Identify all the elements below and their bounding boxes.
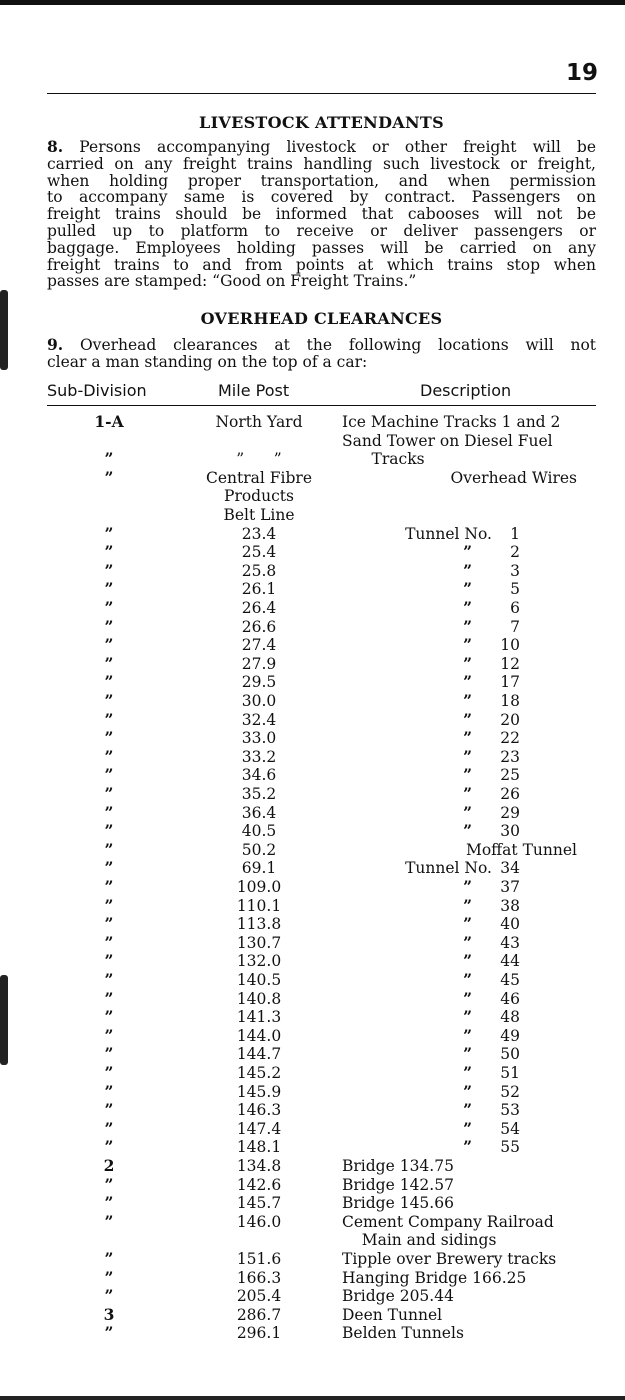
sub-division-cell: ”: [104, 1323, 114, 1343]
clearances-paragraph: [47, 337, 596, 371]
sub-division-cell: ”: [104, 709, 114, 729]
mile-post-cell: 146.0: [236, 1212, 282, 1231]
tunnel-label: ”: [463, 802, 472, 822]
header-rule: [47, 93, 596, 94]
mile-post-cell: 296.1: [236, 1324, 282, 1343]
sub-division-cell: ”: [104, 523, 114, 543]
sub-division-cell: 3: [103, 1304, 115, 1324]
description-cell: Ice Machine Tracks 1 and 2: [342, 413, 561, 431]
description-cell: Overhead Wires: [450, 468, 577, 487]
sub-division-cell: ”: [104, 728, 114, 748]
tunnel-number: 53: [500, 1101, 520, 1120]
tunnel-number: 52: [500, 1082, 520, 1101]
tunnel-label: ”: [463, 746, 472, 766]
sub-division-cell: ”: [104, 858, 114, 878]
sub-division-cell: ”: [104, 560, 114, 580]
tunnel-number: 23: [500, 747, 520, 766]
tunnel-number: 5: [510, 580, 520, 599]
paragraph-line: [47, 139, 596, 156]
description-cell: Bridge 205.44: [342, 1287, 454, 1306]
paragraph-line: [47, 189, 596, 206]
tunnel-label: ”: [463, 1118, 472, 1138]
mile-post-cell: Products: [224, 487, 294, 506]
mile-post-cell: 36.4: [241, 803, 277, 822]
mile-post-cell: 30.0: [241, 692, 277, 710]
mile-post-cell: 144.7: [236, 1045, 282, 1064]
tunnel-number: 37: [500, 878, 520, 896]
mile-post-cell: 145.2: [236, 1064, 282, 1082]
mile-post-cell: 33.2: [241, 747, 277, 766]
tunnel-number: 40: [500, 915, 520, 934]
tunnel-label: ”: [463, 653, 472, 673]
mile-post-cell: 141.3: [236, 1008, 282, 1027]
mile-post-cell: 26.1: [241, 580, 277, 599]
mile-post-cell: 23.4: [241, 524, 277, 543]
description-cell: Belden Tunnels: [342, 1324, 464, 1343]
sub-division-cell: ”: [104, 616, 114, 636]
tunnel-label: ”: [463, 1137, 472, 1157]
description-cell: Bridge 134.75: [342, 1157, 454, 1175]
mile-post-cell: 69.1: [241, 859, 277, 878]
paragraph-text: passes are stamped: “Good on Freight Trains.”: [47, 272, 417, 291]
paragraph-number: 9.: [47, 335, 64, 354]
sub-division-cell: ”: [104, 1044, 114, 1064]
tunnel-number: 29: [500, 803, 520, 822]
sub-division-cell: ”: [104, 1025, 114, 1045]
tunnel-number: 6: [510, 599, 520, 617]
tunnel-label: ”: [463, 542, 472, 562]
sub-division-cell: ”: [104, 1174, 114, 1194]
sub-division-cell: ”: [104, 635, 114, 655]
paragraph-text: clear a man standing on the top of a car:: [47, 352, 368, 371]
mile-post-cell: 151.6: [236, 1250, 282, 1268]
mile-post-cell: 26.6: [241, 617, 277, 636]
tunnel-label: ”: [463, 1007, 472, 1027]
tunnel-label: ”: [463, 709, 472, 729]
mile-post-cell: 113.8: [236, 915, 282, 934]
paragraph-line: [47, 257, 596, 274]
tunnel-label: ”: [463, 1100, 472, 1120]
description-cell: Main and sidings: [342, 1231, 497, 1250]
sub-division-cell: 2: [103, 1156, 115, 1175]
mile-post-cell: 146.3: [236, 1101, 282, 1120]
mile-post-cell: 25.8: [241, 561, 277, 580]
mile-post-cell: 134.8: [236, 1157, 282, 1175]
paragraph-line: [47, 223, 596, 240]
mile-post-cell: 26.4: [241, 599, 277, 617]
tunnel-number: 7: [510, 617, 520, 636]
sub-division-cell: ”: [104, 1007, 114, 1027]
tunnel-label: ”: [463, 877, 472, 896]
mile-post-cell: 142.6: [236, 1175, 282, 1194]
sub-division-cell: ”: [104, 467, 114, 487]
description-cell: Hanging Bridge 166.25: [342, 1268, 527, 1287]
paragraph-line: [47, 354, 596, 371]
page-number: 19: [565, 60, 598, 86]
mile-post-cell: 109.0: [236, 878, 282, 896]
tunnel-number: 30: [500, 822, 520, 841]
paragraph-line: [47, 156, 596, 173]
paragraph-text: Overhead clearances at the following locations will not: [63, 336, 596, 354]
tunnel-number: 55: [500, 1138, 520, 1157]
sub-division-cell: ”: [104, 765, 114, 785]
sub-division-cell: ”: [104, 1100, 114, 1120]
mile-post-cell: 35.2: [241, 785, 277, 803]
tunnel-label: ”: [463, 951, 472, 971]
mile-post-cell: 27.4: [241, 636, 277, 655]
tunnel-label: ”: [463, 895, 472, 915]
sub-division-cell: ”: [104, 1286, 114, 1306]
tunnel-label: ”: [463, 728, 472, 748]
tunnel-label: ”: [463, 672, 472, 692]
scan-edge-mark: [0, 975, 8, 1065]
clearances-heading: OVERHEAD CLEARANCES: [200, 309, 443, 328]
sub-division-cell: ”: [104, 746, 114, 766]
sub-division-cell: 1-A: [94, 412, 124, 431]
tunnel-label: ”: [463, 821, 472, 841]
sub-division-cell: ”: [104, 970, 114, 989]
tunnel-number: 44: [500, 952, 520, 971]
header-sub-division: Sub-Division: [47, 381, 147, 400]
description-cell: Tipple over Brewery tracks: [342, 1250, 557, 1268]
livestock-paragraph: [47, 139, 596, 290]
paragraph-text: freight trains to and from points at which trains stop when: [47, 255, 596, 274]
tunnel-number: 25: [500, 766, 520, 785]
description-cell: Moffat Tunnel: [465, 840, 577, 859]
tunnel-label: ”: [463, 914, 472, 934]
paragraph-text: pulled up to platform to receive or deliver passengers or: [47, 221, 596, 240]
paragraph-line: [47, 240, 596, 257]
description-cell: Bridge 142.57: [342, 1175, 454, 1194]
sub-division-cell: ”: [104, 1211, 114, 1231]
header-mile-post: Mile Post: [218, 381, 290, 400]
sub-division-cell: ”: [104, 1249, 114, 1268]
bottom-border: [0, 1396, 625, 1400]
tunnel-label: ”: [463, 616, 472, 636]
mile-post-cell: 132.0: [236, 952, 282, 971]
mile-post-cell: 145.9: [236, 1082, 282, 1101]
tunnel-label: ”: [463, 765, 472, 785]
tunnel-number: 46: [500, 989, 520, 1008]
tunnel-number: 49: [500, 1026, 520, 1045]
tunnel-label: ”: [463, 598, 472, 617]
tunnel-number: 17: [500, 673, 520, 692]
tunnel-number: 20: [500, 710, 520, 729]
tunnel-label: ”: [463, 988, 472, 1008]
mile-post-cell: 144.0: [236, 1026, 282, 1045]
paragraph-text: to accompany same is covered by contract. Passengers on: [47, 188, 596, 207]
sub-division-cell: ”: [104, 784, 114, 803]
sub-division-cell: ”: [104, 914, 114, 934]
livestock-heading: LIVESTOCK ATTENDANTS: [199, 113, 444, 132]
sub-division-cell: ”: [104, 839, 114, 859]
paragraph-text: carried on any freight trains handling such livestock or freight,: [47, 154, 596, 173]
mile-post-cell: 25.4: [241, 543, 277, 562]
header-description: Description: [420, 381, 512, 400]
description-cell: Deen Tunnel: [342, 1305, 443, 1324]
paragraph-number: 8.: [47, 137, 64, 156]
tunnel-label: ”: [463, 784, 472, 803]
tunnel-number: 38: [500, 896, 520, 915]
sub-division-cell: ”: [104, 1081, 114, 1101]
sub-division-cell: ”: [104, 988, 114, 1008]
sub-division-cell: ”: [104, 1267, 114, 1287]
sub-division-cell: ”: [104, 672, 114, 692]
mile-post-cell: 140.8: [236, 989, 282, 1008]
mile-post-cell: 29.5: [241, 673, 277, 692]
tunnel-label: ”: [463, 1063, 472, 1082]
paragraph-text: freight trains should be informed that cabooses will not be: [47, 205, 596, 224]
tunnel-label: ”: [463, 635, 472, 655]
tunnel-number: 2: [510, 543, 520, 562]
tunnel-number: 10: [500, 636, 520, 655]
tunnel-label: ”: [463, 579, 472, 599]
sub-division-cell: ”: [104, 821, 114, 841]
tunnel-number: 22: [500, 729, 520, 748]
paragraph-line: [47, 206, 596, 223]
paragraph-text: Persons accompanying livestock or other freight will be: [63, 138, 596, 156]
sub-division-cell: ”: [104, 951, 114, 971]
tunnel-label: ”: [463, 1044, 472, 1064]
mile-post-cell: Central Fibre: [206, 468, 312, 487]
tunnel-label: ”: [463, 691, 472, 710]
sub-division-cell: ”: [104, 895, 114, 915]
sub-division-cell: ”: [104, 691, 114, 710]
tunnel-number: 43: [500, 933, 520, 952]
mile-post-cell: 34.6: [241, 766, 277, 785]
mile-post-cell: 140.5: [236, 971, 282, 989]
tunnel-number: 26: [500, 785, 520, 803]
tunnel-number: 12: [500, 654, 520, 673]
table-header-rule: [47, 405, 596, 406]
tunnel-number: 50: [500, 1045, 520, 1064]
top-border: [0, 0, 625, 5]
mile-post-cell: Belt Line: [223, 506, 295, 524]
scan-edge-mark: [0, 290, 8, 370]
mile-post-cell: 32.4: [241, 710, 277, 729]
sub-division-cell: ”: [104, 1137, 114, 1157]
sub-division-cell: ”: [104, 653, 114, 673]
tunnel-number: 51: [500, 1064, 520, 1082]
mile-post-cell: North Yard: [215, 413, 303, 431]
sub-division-cell: ”: [104, 932, 114, 952]
mile-post-cell: 130.7: [236, 933, 282, 952]
mile-post-cell: 205.4: [236, 1287, 282, 1306]
sub-division-cell: ”: [104, 802, 114, 822]
mile-post-cell: 50.2: [241, 840, 277, 859]
tunnel-number: 54: [500, 1119, 520, 1138]
sub-division-cell: ”: [104, 449, 114, 469]
tunnel-number: 18: [500, 692, 520, 710]
mile-post-cell: 27.9: [241, 654, 277, 673]
tunnel-label: ”: [463, 932, 472, 952]
mile-post-cell: 145.7: [236, 1194, 282, 1213]
paragraph-text: baggage. Employees holding passes will be carried on any: [47, 238, 596, 257]
mile-post-cell: 147.4: [236, 1119, 282, 1138]
sub-division-cell: ”: [104, 598, 114, 617]
paragraph-line: [47, 273, 596, 290]
tunnel-number: 1: [510, 524, 520, 543]
sub-division-cell: ”: [104, 1193, 114, 1213]
sub-division-cell: ”: [104, 1118, 114, 1138]
mile-post-cell: 286.7: [236, 1305, 282, 1324]
sub-division-cell: ”: [104, 542, 114, 562]
mile-post-cell: 33.0: [241, 729, 277, 748]
tunnel-number: 3: [510, 561, 520, 580]
tunnel-number: 45: [500, 971, 520, 989]
mile-post-cell: 166.3: [236, 1268, 282, 1287]
tunnel-number: 34: [500, 859, 520, 878]
tunnel-label: ”: [463, 970, 472, 989]
sub-division-cell: ”: [104, 877, 114, 896]
mile-post-cell: ” ”: [236, 450, 282, 469]
paragraph-line: [47, 337, 596, 354]
tunnel-label: ”: [463, 1081, 472, 1101]
tunnel-label: Tunnel No.: [405, 524, 492, 543]
tunnel-number: 48: [500, 1008, 520, 1027]
tunnel-label: Tunnel No.: [405, 859, 492, 878]
description-cell: Bridge 145.66: [342, 1194, 454, 1213]
description-cell: Cement Company Railroad: [342, 1212, 554, 1231]
mile-post-cell: 148.1: [236, 1138, 282, 1157]
sub-division-cell: ”: [104, 1063, 114, 1082]
tunnel-label: ”: [463, 1025, 472, 1045]
tunnel-label: ”: [463, 560, 472, 580]
mile-post-cell: 110.1: [236, 896, 282, 915]
sub-division-cell: ”: [104, 579, 114, 599]
description-cell: Tracks: [342, 450, 425, 469]
paragraph-text: when holding proper transportation, and when permission: [47, 171, 596, 190]
paragraph-line: [47, 173, 596, 190]
mile-post-cell: 40.5: [241, 822, 277, 841]
description-cell: Sand Tower on Diesel Fuel: [342, 431, 553, 450]
